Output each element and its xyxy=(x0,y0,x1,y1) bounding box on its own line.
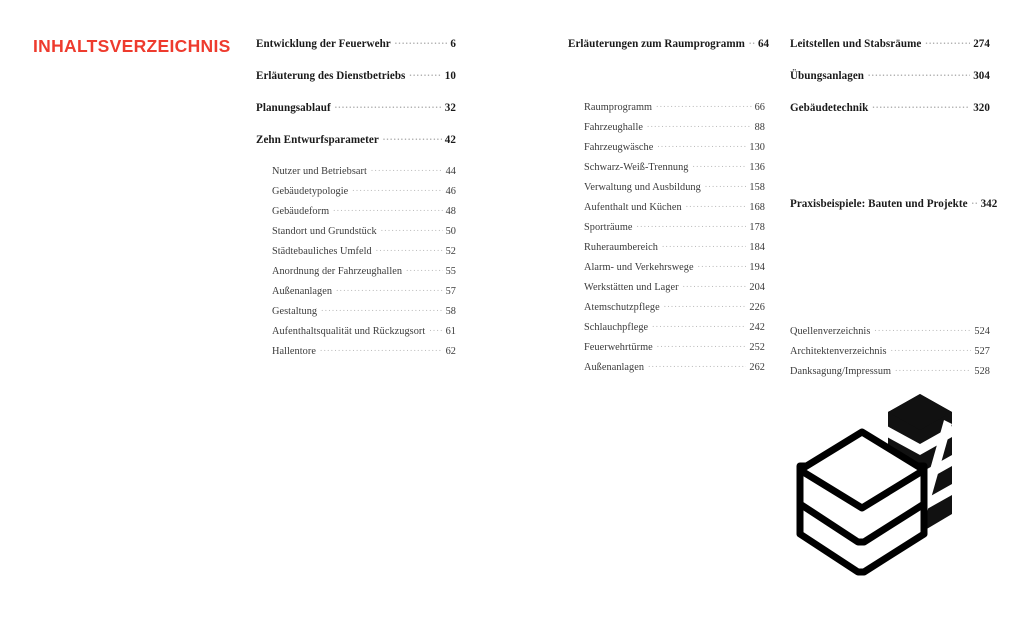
toc-entry-page-number: 10 xyxy=(444,70,456,83)
toc-entry[interactable] xyxy=(256,344,456,364)
toc-entry[interactable] xyxy=(256,324,456,344)
toc-entry-page-number: 50 xyxy=(445,226,456,238)
toc-dot-leader xyxy=(652,320,746,330)
toc-entry-label: Architektenverzeichnis xyxy=(790,346,887,358)
toc-dot-leader xyxy=(333,204,442,214)
toc-entry-label: Feuerwehrtürme xyxy=(584,342,653,354)
toc-entry[interactable] xyxy=(568,100,765,120)
toc-entry-page-number: 62 xyxy=(445,346,456,358)
toc-entry[interactable] xyxy=(568,320,765,340)
toc-entry-label: Fahrzeughalle xyxy=(584,122,643,134)
toc-spacer xyxy=(790,228,990,260)
toc-dot-leader xyxy=(698,260,747,270)
toc-entry-page-number: 226 xyxy=(749,302,765,314)
toc-entry-page-number: 136 xyxy=(749,162,765,174)
toc-dot-leader xyxy=(647,120,752,130)
toc-entry-page-number: 48 xyxy=(445,206,456,218)
toc-entry-label: Hallentore xyxy=(272,346,316,358)
toc-entry-page-number: 42 xyxy=(444,134,456,147)
toc-spacer xyxy=(790,164,990,196)
toc-entry-page-number: 528 xyxy=(974,366,990,378)
toc-entry[interactable] xyxy=(256,68,456,100)
toc-dot-leader xyxy=(335,100,442,111)
toc-entry-page-number: 320 xyxy=(973,102,990,115)
toc-dot-leader xyxy=(381,224,443,234)
toc-entry-label: Gebäudeform xyxy=(272,206,330,218)
toc-entry[interactable] xyxy=(568,120,765,140)
toc-dot-leader xyxy=(972,196,978,207)
toc-entry-page-number: 262 xyxy=(749,362,765,374)
toc-entry[interactable] xyxy=(568,200,765,220)
toc-dot-leader xyxy=(657,340,747,350)
toc-dot-leader xyxy=(371,164,443,174)
toc-entry[interactable] xyxy=(568,140,765,160)
toc-entry[interactable] xyxy=(568,280,765,300)
toc-entry[interactable] xyxy=(256,100,456,132)
toc-dot-leader xyxy=(336,284,443,294)
toc-entry-page-number: 6 xyxy=(450,38,456,51)
toc-dot-leader xyxy=(352,184,442,194)
toc-entry-page-number: 32 xyxy=(444,102,456,115)
toc-entry[interactable] xyxy=(256,204,456,224)
toc-entry-label: Atemschutzpflege xyxy=(584,302,660,314)
toc-spacer xyxy=(568,68,768,100)
toc-entry-page-number: 57 xyxy=(445,286,456,298)
toc-column-2 xyxy=(568,36,768,380)
toc-entry[interactable] xyxy=(790,68,990,100)
toc-spacer xyxy=(790,132,990,164)
toc-dot-leader xyxy=(376,244,443,254)
toc-entry[interactable] xyxy=(790,36,990,68)
toc-entry[interactable] xyxy=(790,344,990,364)
toc-entry[interactable] xyxy=(256,132,456,164)
toc-entry-label: Danksagung/Impressum xyxy=(790,366,892,378)
page-title: INHALTSVERZEICHNIS xyxy=(33,36,231,56)
toc-entry-page-number: 178 xyxy=(749,222,765,234)
toc-entry[interactable] xyxy=(568,36,768,68)
toc-entry[interactable] xyxy=(568,180,765,200)
toc-entry-page-number: 61 xyxy=(445,326,456,338)
toc-entry-page-number: 130 xyxy=(749,142,765,154)
toc-entry-label: Alarm- und Verkehrswege xyxy=(584,262,694,274)
toc-dot-leader xyxy=(656,100,752,110)
toc-entry-label: Anordnung der Fahrzeughallen xyxy=(272,266,403,278)
toc-dot-leader xyxy=(891,344,972,354)
toc-entry-label: Aufenthaltsqualität und Rückzugsort xyxy=(272,326,426,338)
toc-entry-label: Außenanlagen xyxy=(584,362,645,374)
toc-entry[interactable] xyxy=(790,100,990,132)
toc-entry-label: Schwarz-Weiß-Trennung xyxy=(584,162,689,174)
toc-entry-label: Gebäudetechnik xyxy=(790,102,869,115)
isometric-stacked-block-tower-logo xyxy=(786,386,996,598)
toc-entry-page-number: 64 xyxy=(757,38,770,51)
toc-dot-leader xyxy=(637,220,747,230)
toc-dot-leader xyxy=(874,324,971,334)
toc-column-3 xyxy=(790,36,998,384)
toc-entry[interactable] xyxy=(568,260,765,280)
toc-entry-page-number: 168 xyxy=(749,202,765,214)
toc-entry-page-number: 158 xyxy=(749,182,765,194)
toc-dot-leader xyxy=(320,344,443,354)
toc-entry-page-number: 274 xyxy=(973,38,990,51)
toc-entry[interactable] xyxy=(790,364,990,384)
toc-entry-label: Leitstellen und Stabsräume xyxy=(790,38,922,51)
toc-entry-page-number: 304 xyxy=(973,70,990,83)
toc-entry-label: Raumprogramm xyxy=(584,102,653,114)
toc-dot-leader xyxy=(648,360,746,370)
toc-dot-leader xyxy=(895,364,971,374)
toc-entry[interactable] xyxy=(568,160,765,180)
toc-spacer xyxy=(790,260,990,292)
toc-dot-leader xyxy=(657,140,746,150)
toc-dot-leader xyxy=(705,180,747,190)
toc-entry[interactable] xyxy=(256,244,456,264)
toc-entry-page-number: 88 xyxy=(754,122,765,134)
toc-dot-leader xyxy=(321,304,442,314)
toc-dot-leader xyxy=(693,160,747,170)
toc-entry-page-number: 527 xyxy=(974,346,990,358)
toc-entry-label: Zehn Entwurfsparameter xyxy=(256,134,379,147)
toc-entry-label: Aufenthalt und Küchen xyxy=(584,202,682,214)
toc-entry-label: Planungsablauf xyxy=(256,102,331,115)
toc-dot-leader xyxy=(395,36,448,47)
toc-dot-leader xyxy=(409,68,441,79)
toc-entry[interactable] xyxy=(256,264,456,284)
toc-entry-page-number: 342 xyxy=(980,198,998,211)
toc-entry[interactable] xyxy=(256,36,456,68)
toc-spacer xyxy=(790,292,990,324)
toc-entry[interactable] xyxy=(256,164,456,184)
toc-entry-label: Übungsanlagen xyxy=(790,70,865,83)
toc-entry-label: Standort und Grundstück xyxy=(272,226,377,238)
toc-dot-leader xyxy=(664,300,747,310)
toc-entry-label: Praxisbeispiele: Bauten und Projekte xyxy=(790,198,968,211)
toc-entry-label: Nutzer und Betriebsart xyxy=(272,166,367,178)
toc-entry-label: Erläuterung des Dienstbetriebs xyxy=(256,70,406,83)
toc-entry-label: Erläuterungen zum Raumprogramm xyxy=(568,38,745,51)
toc-dot-leader xyxy=(383,132,442,143)
toc-dot-leader xyxy=(406,264,443,274)
toc-entry-page-number: 194 xyxy=(749,262,765,274)
toc-entry-label: Gebäudetypologie xyxy=(272,186,349,198)
toc-dot-leader xyxy=(683,280,747,290)
toc-dot-leader xyxy=(429,324,442,334)
toc-entry-page-number: 52 xyxy=(445,246,456,258)
toc-entry-page-number: 524 xyxy=(974,326,990,338)
toc-dot-leader xyxy=(662,240,746,250)
toc-dot-leader xyxy=(925,36,970,47)
toc-entry-label: Fahrzeugwäsche xyxy=(584,142,654,154)
toc-entry[interactable] xyxy=(568,220,765,240)
toc-entry-label: Ruheraumbereich xyxy=(584,242,658,254)
toc-entry-label: Gestaltung xyxy=(272,306,318,318)
toc-column-1 xyxy=(256,36,456,364)
toc-entry-label: Quellenverzeichnis xyxy=(790,326,871,338)
toc-entry-label: Entwicklung der Feuerwehr xyxy=(256,38,391,51)
toc-entry[interactable] xyxy=(568,240,765,260)
toc-entry-page-number: 46 xyxy=(445,186,456,198)
toc-entry[interactable] xyxy=(568,340,765,360)
toc-dot-leader xyxy=(868,68,970,79)
toc-entry[interactable] xyxy=(256,184,456,204)
toc-entry-label: Verwaltung und Ausbildung xyxy=(584,182,701,194)
toc-entry[interactable] xyxy=(790,196,998,228)
toc-entry-page-number: 242 xyxy=(749,322,765,334)
toc-entry[interactable] xyxy=(568,300,765,320)
toc-entry[interactable] xyxy=(568,360,765,380)
toc-entry-page-number: 44 xyxy=(445,166,456,178)
toc-entry-label: Schlauchpflege xyxy=(584,322,649,334)
toc-entry[interactable] xyxy=(790,324,990,344)
toc-entry-page-number: 184 xyxy=(749,242,765,254)
toc-entry-label: Außenanlagen xyxy=(272,286,333,298)
toc-entry[interactable] xyxy=(256,284,456,304)
toc-dot-leader xyxy=(749,36,755,47)
toc-entry-page-number: 204 xyxy=(749,282,765,294)
toc-entry-page-number: 55 xyxy=(445,266,456,278)
toc-entry-page-number: 252 xyxy=(749,342,765,354)
toc-entry-page-number: 66 xyxy=(754,102,765,114)
toc-entry[interactable] xyxy=(256,304,456,324)
toc-entry-label: Sporträume xyxy=(584,222,633,234)
toc-entry[interactable] xyxy=(256,224,456,244)
toc-dot-leader xyxy=(872,100,970,111)
toc-entry-page-number: 58 xyxy=(445,306,456,318)
toc-dot-leader xyxy=(686,200,747,210)
toc-entry-label: Städtebauliches Umfeld xyxy=(272,246,372,258)
toc-entry-label: Werkstätten und Lager xyxy=(584,282,679,294)
